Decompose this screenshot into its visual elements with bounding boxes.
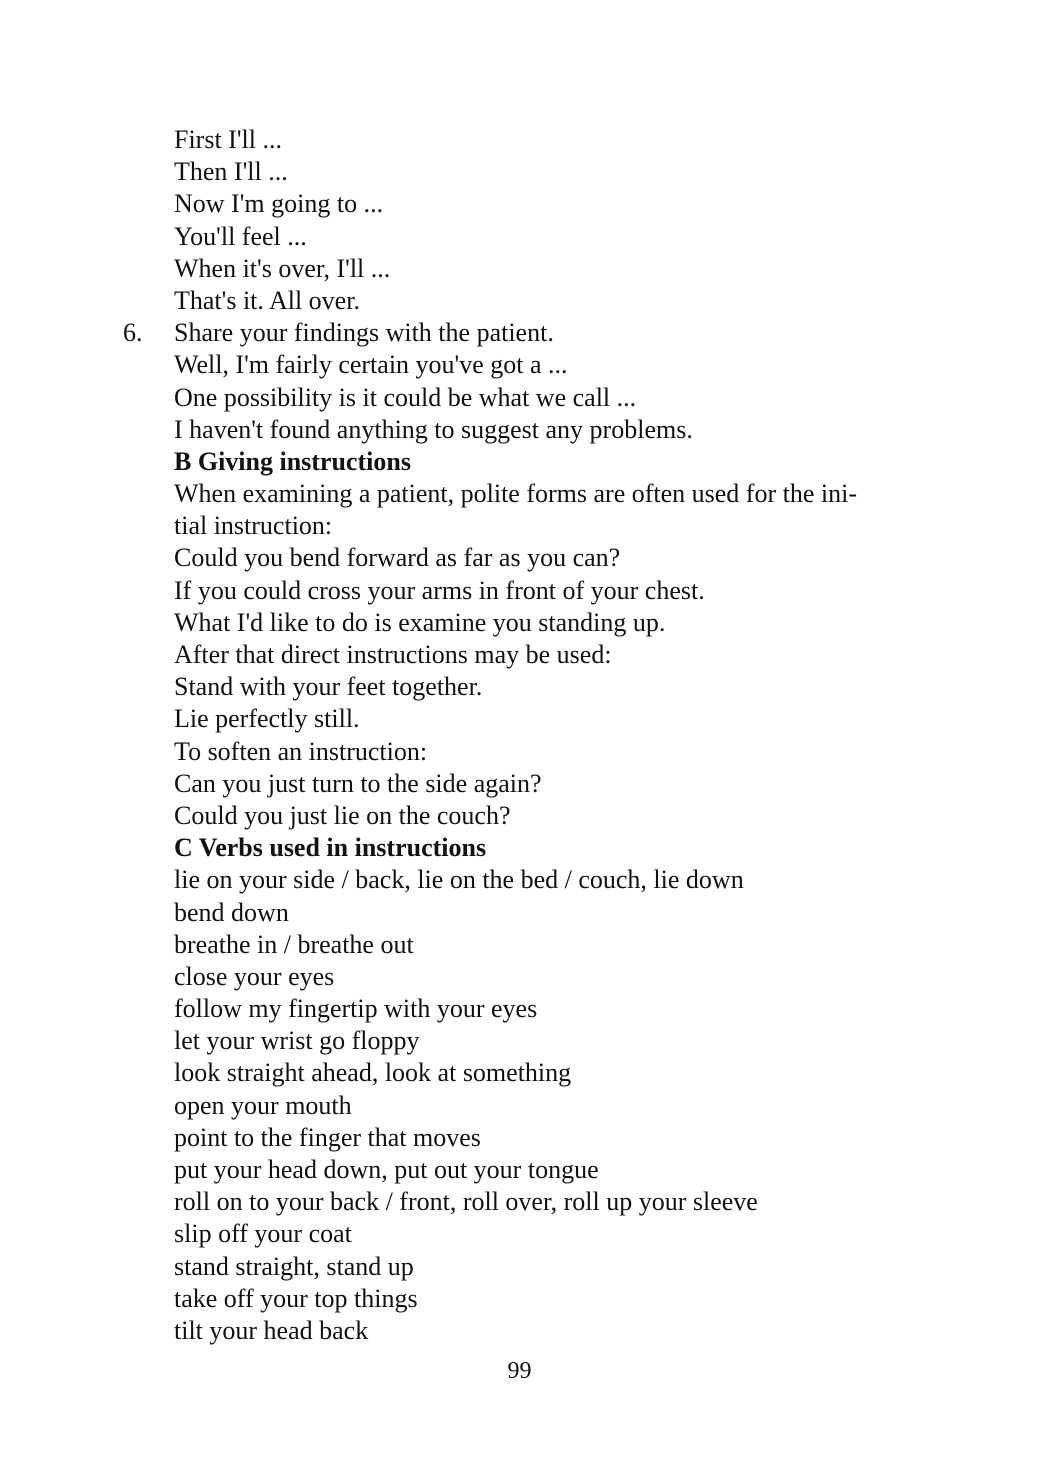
section-c-line: follow my fingertip with your eyes (174, 994, 538, 1024)
section-b-line: To soften an instruction: (174, 736, 428, 766)
section-b-line: What I'd like to do is examine you standing up. (174, 607, 666, 637)
section-b-line: If you could cross your arms in front of your chest. (174, 575, 705, 605)
section-c-line: bend down (174, 897, 289, 927)
section-b-line: Could you bend forward as far as you can? (174, 543, 621, 573)
item-6-heading-line (123, 317, 934, 349)
item-6-line: One possibility is it could be what we call ... (174, 382, 637, 412)
intro-line: When it's over, I'll ... (174, 253, 391, 283)
section-c-line: lie on your side / back, lie on the bed / couch, lie down (174, 865, 744, 895)
section-b-line: Lie perfectly still. (174, 704, 360, 734)
section-b-line: Can you just turn to the side again? (174, 768, 542, 798)
section-c-line: let your wrist go floppy (174, 1026, 420, 1056)
section-c-line: close your eyes (174, 961, 335, 991)
intro-line: Now I'm going to ... (174, 189, 384, 219)
item-6-line: I haven't found anything to suggest any problems. (174, 414, 693, 444)
section-b-title: B Giving instructions (174, 446, 411, 476)
page-content (123, 124, 934, 1347)
section-b-line: Could you just lie on the couch? (174, 800, 511, 830)
intro-line: You'll feel ... (174, 221, 307, 251)
section-c-line: look straight ahead, look at something (174, 1058, 572, 1088)
section-c-line: point to the finger that moves (174, 1122, 481, 1152)
section-b-line: Stand with your feet together. (174, 672, 483, 702)
section-c-line: breathe in / breathe out (174, 929, 414, 959)
item-6-line: Well, I'm fairly certain you've got a ... (174, 350, 568, 380)
section-c-title: C Verbs used in instructions (174, 833, 487, 863)
section-b-line: When examining a patient, polite forms are often used for the ini- (174, 479, 857, 509)
section-b-line: tial instruction: (174, 511, 333, 541)
item-6-heading: Share your findings with the patient. (174, 318, 554, 348)
section-c-line: open your mouth (174, 1090, 352, 1120)
section-c-line: slip off your coat (174, 1219, 352, 1249)
section-c-line: put your head down, put out your tongue (174, 1155, 599, 1184)
section-b-line: After that direct instructions may be used: (174, 640, 612, 669)
intro-line: Then I'll ... (174, 157, 288, 187)
page-number: 99 (507, 1358, 532, 1384)
section-c-line: roll on to your back / front, roll over, roll up your sleeve (174, 1187, 758, 1217)
section-c-line: tilt your head back (174, 1315, 369, 1345)
intro-line: That's it. All over. (174, 285, 360, 315)
intro-line: First I'll ... (174, 125, 282, 154)
item-number: 6. (123, 318, 143, 348)
section-c-line: stand straight, stand up (174, 1251, 414, 1281)
section-c-line: take off your top things (174, 1283, 418, 1313)
